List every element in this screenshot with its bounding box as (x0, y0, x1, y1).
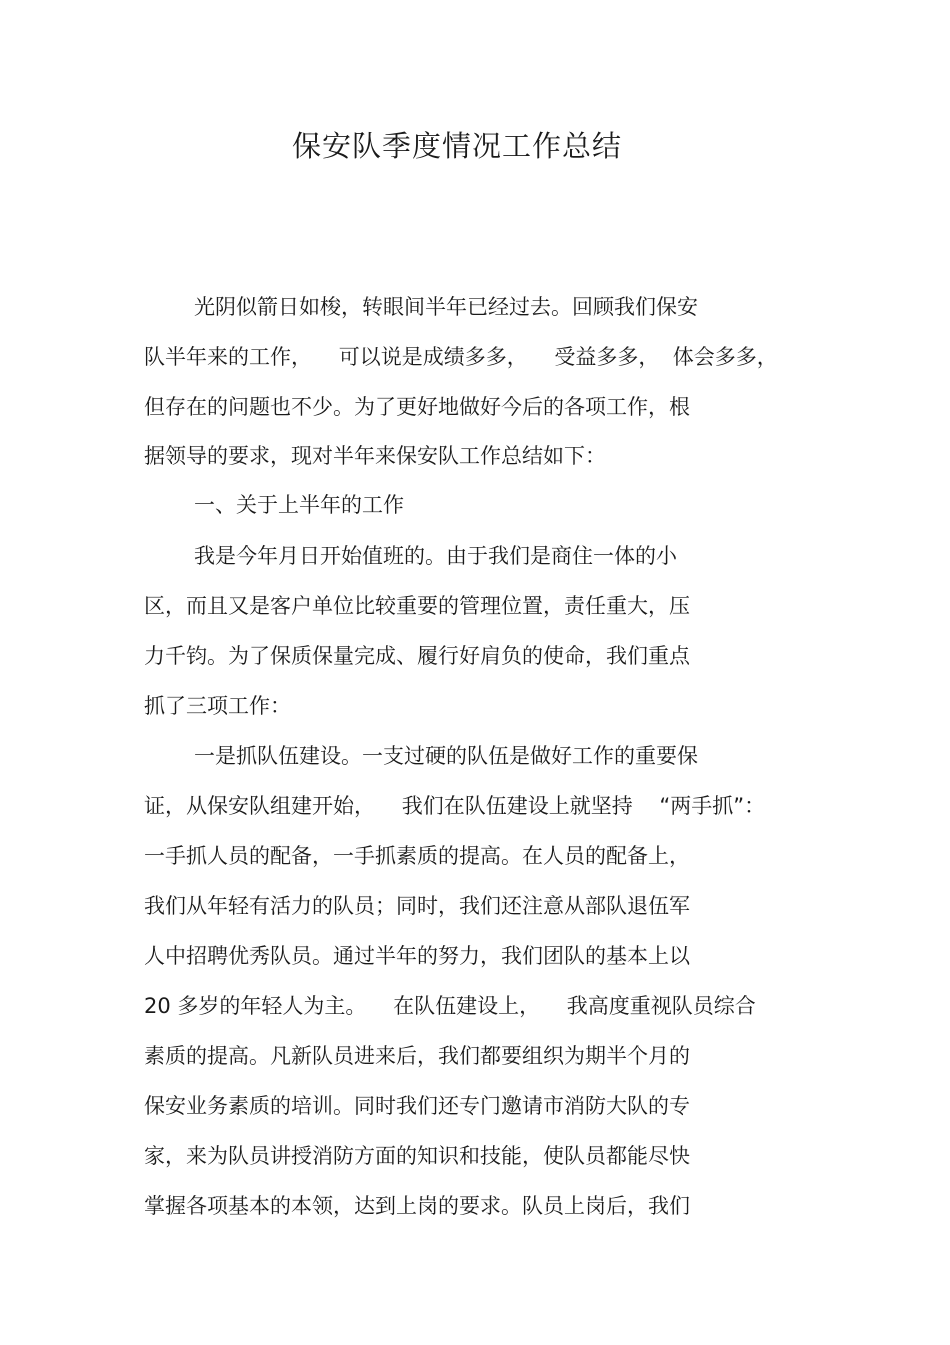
body-line: 但存在的问题也不少。为了更好地做好今后的各项工作，根 (144, 395, 690, 419)
body-line: 掌握各项基本的本领，达到上岗的要求。队员上岗后，我们 (144, 1194, 690, 1218)
body-line: 我们从年轻有活力的队员；同时，我们还注意从部队退伍军 (144, 894, 690, 918)
body-line: 20 多岁的年轻人为主。 在队伍建设上， 我高度重视队员综合 (144, 994, 756, 1018)
body-line: 家，来为队员讲授消防方面的知识和技能，使队员都能尽快 (144, 1144, 690, 1168)
body-line: 队半年来的工作， 可以说是成绩多多， 受益多多， 体会多多， (144, 345, 778, 369)
body-line: 保安业务素质的培训。同时我们还专门邀请市消防大队的专 (144, 1094, 690, 1118)
body-line: 我是今年月日开始值班的。由于我们是商住一体的小 (194, 544, 677, 568)
body-line: 抓了三项工作： (144, 694, 291, 718)
body-line: 力千钧。为了保质保量完成、履行好肩负的使命，我们重点 (144, 644, 690, 668)
body-line: 区，而且又是客户单位比较重要的管理位置，责任重大，压 (144, 594, 690, 618)
body-line: 光阴似箭日如梭，转眼间半年已经过去。回顾我们保安 (194, 295, 698, 319)
body-line: 一手抓人员的配备，一手抓素质的提高。在人员的配备上， (144, 844, 690, 868)
section-heading: 一、关于上半年的工作 (194, 493, 404, 517)
body-line: 据领导的要求，现对半年来保安队工作总结如下： (144, 444, 606, 468)
document-title: 保安队季度情况工作总结 (291, 129, 622, 163)
body-line: 证，从保安队组建开始， 我们在队伍建设上就坚持 “两手抓”： (144, 794, 766, 818)
body-line: 素质的提高。凡新队员进来后，我们都要组织为期半个月的 (144, 1044, 690, 1068)
body-line: 人中招聘优秀队员。通过半年的努力，我们团队的基本上以 (144, 944, 690, 968)
body-line: 一是抓队伍建设。一支过硬的队伍是做好工作的重要保 (194, 744, 698, 768)
